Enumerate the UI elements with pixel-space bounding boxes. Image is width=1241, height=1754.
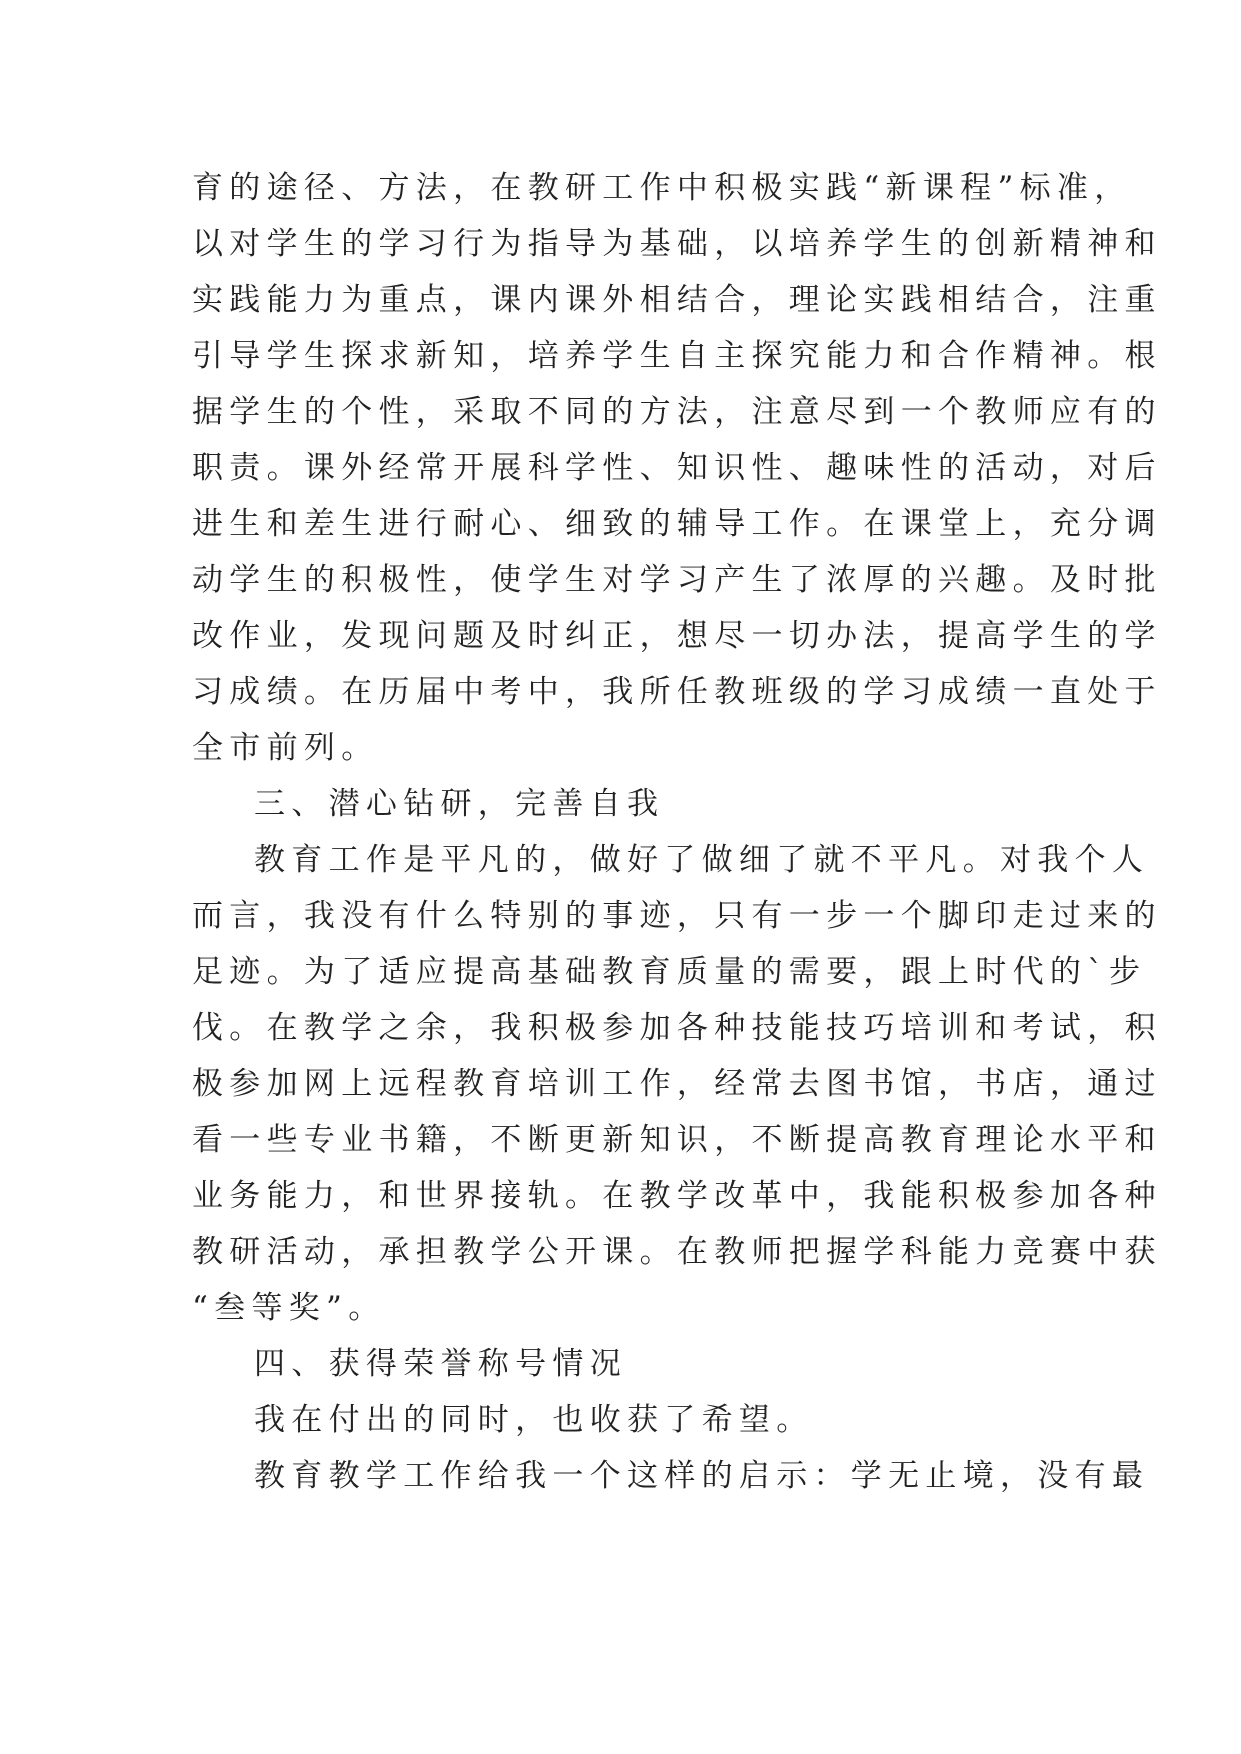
body-text-line: 教研活动，承担教学公开课。在教师把握学科能力竞赛中获 — [192, 1234, 1162, 1270]
body-text-line: “叁等奖”。 — [192, 1290, 386, 1326]
body-text-line: 全市前列。 — [192, 730, 379, 766]
body-text-line: 而言，我没有什么特别的事迹，只有一步一个脚印走过来的 — [192, 898, 1162, 934]
body-text-line: 实践能力为重点，课内课外相结合，理论实践相结合，注重 — [192, 282, 1162, 318]
body-text-line: 极参加网上远程教育培训工作，经常去图书馆，书店，通过 — [192, 1066, 1162, 1102]
body-text-line: 习成绩。在历届中考中，我所任教班级的学习成绩一直处于 — [192, 674, 1162, 710]
body-text-line: 职责。课外经常开展科学性、知识性、趣味性的活动，对后 — [192, 450, 1162, 486]
body-text-line: 伐。在教学之余，我积极参加各种技能技巧培训和考试，积 — [192, 1010, 1162, 1046]
body-text-line: 以对学生的学习行为指导为基础，以培养学生的创新精神和 — [192, 226, 1162, 262]
body-text-line: 动学生的积极性，使学生对学习产生了浓厚的兴趣。及时批 — [192, 562, 1162, 598]
paragraph-first-line: 教育工作是平凡的，做好了做细了就不平凡。对我个人 — [254, 842, 1150, 878]
body-text-line: 看一些专业书籍，不断更新知识，不断提高教育理论水平和 — [192, 1122, 1162, 1158]
section-heading: 四、获得荣誉称号情况 — [254, 1346, 627, 1382]
section-heading: 三、潜心钻研，完善自我 — [254, 786, 665, 822]
body-text-line: 进生和差生进行耐心、细致的辅导工作。在课堂上，充分调 — [192, 506, 1162, 542]
body-text-line: 改作业，发现问题及时纠正，想尽一切办法，提高学生的学 — [192, 618, 1162, 654]
body-text-line: 引导学生探求新知，培养学生自主探究能力和合作精神。根 — [192, 338, 1162, 374]
body-text-line: 育的途径、方法，在教研工作中积极实践“新课程”标准， — [192, 170, 1132, 206]
paragraph-first-line: 教育教学工作给我一个这样的启示：学无止境，没有最 — [254, 1458, 1150, 1494]
paragraph-first-line: 我在付出的同时，也收获了希望。 — [254, 1402, 814, 1438]
body-text-line: 业务能力，和世界接轨。在教学改革中，我能积极参加各种 — [192, 1178, 1162, 1214]
body-text-line: 据学生的个性，采取不同的方法，注意尽到一个教师应有的 — [192, 394, 1162, 430]
body-text-line: 足迹。为了适应提高基础教育质量的需要，跟上时代的`步 — [192, 954, 1147, 990]
